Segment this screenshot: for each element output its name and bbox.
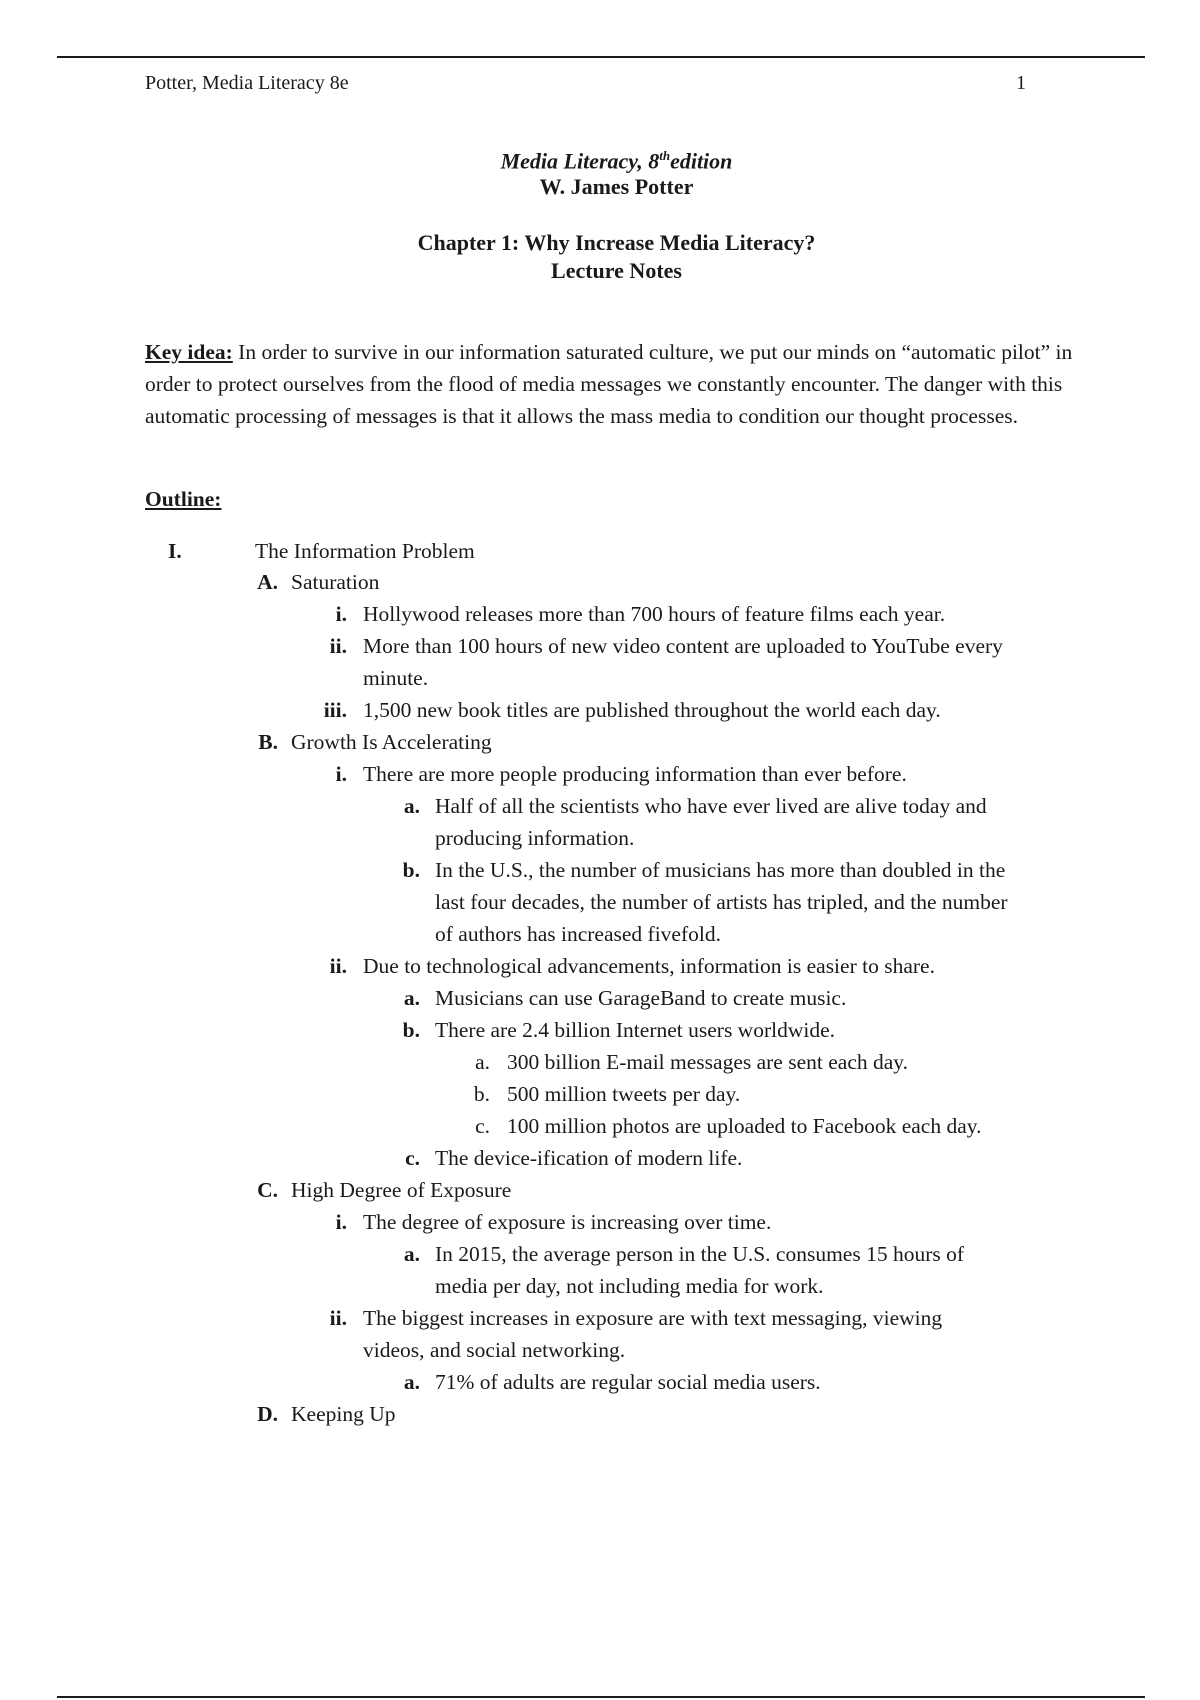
outline-marker: a. [403,794,420,818]
outline-text: 500 million tweets per day. [507,1082,741,1106]
outline-text: High Degree of Exposure [291,1178,512,1202]
outline-marker: i. [335,762,347,786]
book-title-main: Media Literacy, 8 [500,148,660,174]
outline-marker: i. [335,1210,347,1234]
outline-text: More than 100 hours of new video content are uploaded to YouTube every [363,634,1003,658]
outline-text: 71% of adults are regular social media users. [435,1370,821,1394]
outline-marker: iii. [323,698,347,722]
top-rule [57,56,1145,58]
outline-marker: a. [403,1242,420,1266]
outline-marker: a. [475,1050,490,1074]
outline-marker: a. [403,986,420,1010]
outline-text: The Information Problem [255,539,475,563]
outline-text: Hollywood releases more than 700 hours of feature films each year. [363,602,946,626]
outline-marker: a. [403,1370,420,1394]
outline-marker: C. [257,1178,278,1202]
outline-text: Due to technological advancements, information is easier to share. [363,954,935,978]
outline-text: Saturation [291,570,380,594]
outline-text: media per day, not including media for work. [435,1274,824,1298]
bottom-rule [57,1696,1145,1698]
outline-marker: c. [405,1146,420,1170]
outline-marker: D. [257,1402,278,1426]
outline-text: of authors has increased fivefold. [435,922,721,946]
outline-text: 100 million photos are uploaded to Facebook each day. [507,1114,982,1138]
book-title-superscript: th [659,148,671,163]
outline-marker: ii. [329,634,347,658]
outline-text: In 2015, the average person in the U.S. consumes 15 hours of [435,1242,965,1266]
outline-text: last four decades, the number of artists has tripled, and the number [435,890,1008,914]
chapter-title: Chapter 1: Why Increase Media Literacy? [417,230,816,255]
author: W. James Potter [539,174,694,199]
outline-marker: b. [473,1082,490,1106]
outline-marker: ii. [329,1306,347,1330]
outline-marker: c. [475,1114,490,1138]
outline-marker: i. [335,602,347,626]
outline-marker: ii. [329,954,347,978]
outline-marker: I. [168,539,182,563]
outline-text: The degree of exposure is increasing over time. [363,1210,772,1234]
outline-marker: b. [402,1018,420,1042]
lecture-subtitle: Lecture Notes [551,258,682,283]
outline-marker: A. [257,570,278,594]
running-head: Potter, Media Literacy 8e [145,72,349,94]
book-title [0,148,1200,174]
outline-text: videos, and social networking. [363,1338,626,1362]
outline-text: Musicians can use GarageBand to create music. [435,986,847,1010]
outline-text: Growth Is Accelerating [291,730,492,754]
outline-marker: B. [258,730,278,754]
key-idea-text: In order to survive in our information saturated culture, we put our minds on “automatic pilot” in order to protect ourselves from the flood of media messages we constantly encounter. The danger with this automatic processing of messages is that it allows the mass media to condition our thought processes. [145,340,1073,428]
page-number: 1 [1016,72,1026,94]
key-idea-label: Key idea: [145,340,233,364]
key-idea-paragraph [145,336,1090,432]
outline-text: 300 billion E-mail messages are sent each day. [507,1050,909,1074]
book-title-rest: edition [670,148,733,174]
outline-text: Keeping Up [291,1402,396,1426]
outline-text: In the U.S., the number of musicians has more than doubled in the [435,858,1006,882]
outline-text: There are more people producing information than ever before. [363,762,907,786]
outline-text: minute. [363,666,429,690]
outline-text: The device-ification of modern life. [435,1146,743,1170]
outline-text: Half of all the scientists who have ever lived are alive today and [435,794,987,818]
outline-text: There are 2.4 billion Internet users worldwide. [435,1018,836,1042]
outline-text: The biggest increases in exposure are with text messaging, viewing [363,1306,943,1330]
outline-text: producing information. [435,826,635,850]
outline-label: Outline: [145,487,222,511]
outline-marker: b. [402,858,420,882]
outline-text: 1,500 new book titles are published throughout the world each day. [363,698,941,722]
